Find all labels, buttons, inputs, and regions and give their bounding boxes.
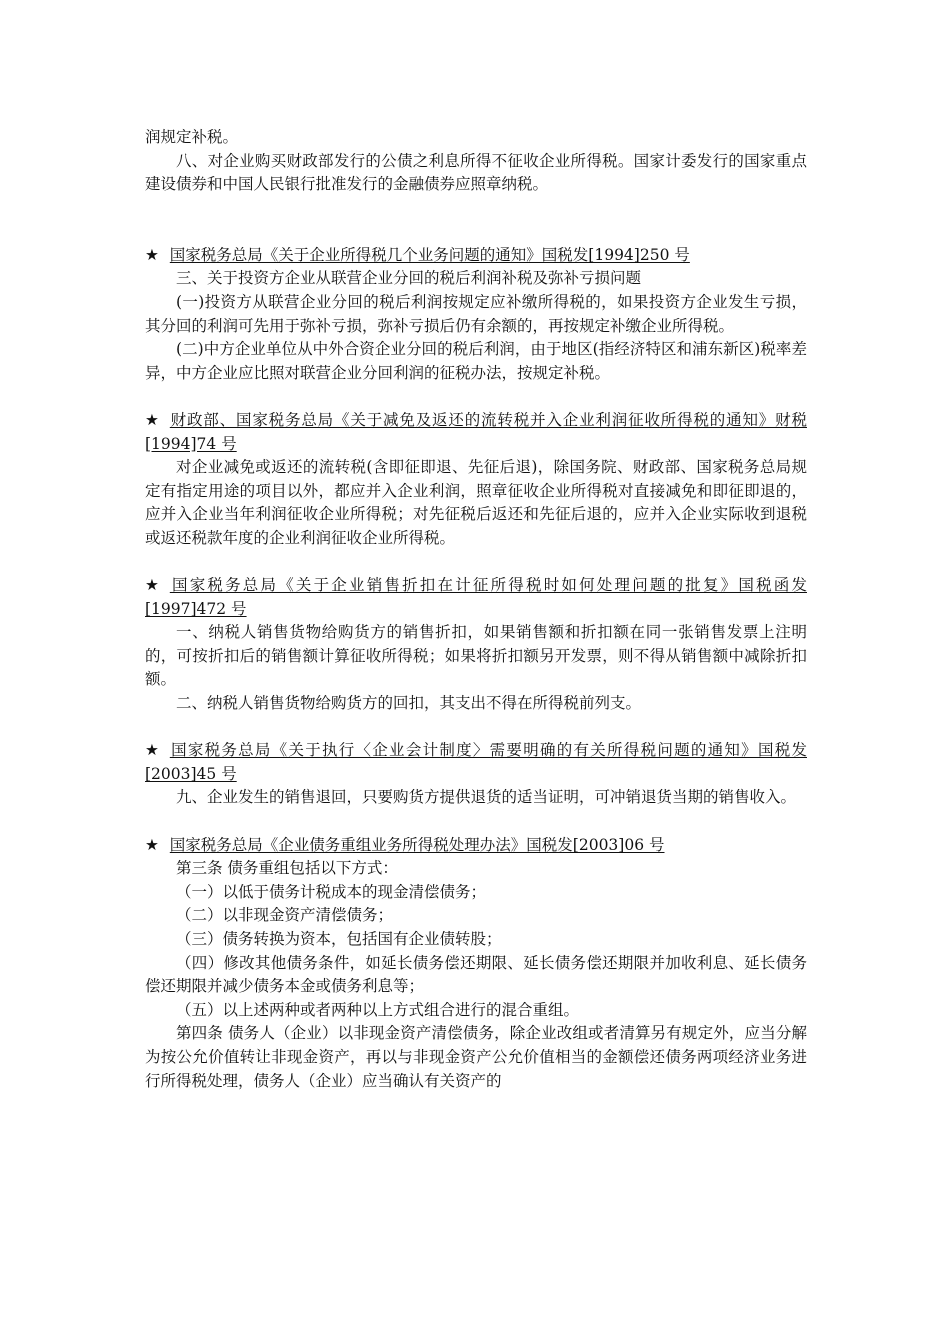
star-icon: ★ — [145, 410, 159, 429]
section-gap — [145, 716, 807, 740]
section-title-3: 国家税务总局《关于企业销售折扣在计征所得税时如何处理问题的批复》国税函发[1997]472 号 — [145, 576, 807, 618]
section-5-paragraph-7: 第四条 债务人（企业）以非现金资产清偿债务，除企业改组或者清算另有规定外，应当分解为按公允价值转让非现金资产，再以与非现金资产公允价值相当的金额偿还债务两项经济业务进行所得税处理，债务人（企业）应当确认有关资产的 — [145, 1024, 807, 1090]
star-icon: ★ — [145, 835, 159, 854]
section-5-paragraph-1: 第三条 债务重组包括以下方式： — [176, 859, 398, 878]
star-icon: ★ — [145, 245, 159, 264]
section-title-5: 国家税务总局《企业债务重组业务所得税处理办法》国税发[2003]06 号 — [169, 835, 665, 854]
section-heading-4 — [145, 739, 807, 786]
section-heading-2 — [145, 409, 807, 456]
section-heading-1 — [145, 244, 807, 268]
section-5-paragraph-3: （二）以非现金资产清偿债务； — [176, 906, 394, 925]
section-title-1: 国家税务总局《关于企业所得税几个业务问题的通知》国税发[1994]250 号 — [169, 245, 690, 264]
document-page — [145, 126, 807, 1093]
star-icon: ★ — [145, 741, 159, 760]
section-heading-3 — [145, 574, 807, 621]
section-3-paragraph-2: 二、纳税人销售货物给购货方的回扣，其支出不得在所得税前列支。 — [176, 694, 642, 713]
section-5-paragraph-4: （三）债务转换为资本，包括国有企业债转股； — [176, 930, 502, 948]
section-5-paragraph-6: （五）以上述两种或者两种以上方式组合进行的混合重组。 — [176, 1000, 580, 1019]
section-2-paragraph-1: 对企业减免或返还的流转税(含即征即退、先征后退)，除国务院、财政部、国家税务总局规定有指定用途的项目以外，都应并入企业利润，照章征收企业所得税对直接减免和即征即退的，应并入企业当年利润征收企业所得税；对先征税后返还和先征后退的，应并入企业实际收到退税或返还税款年度的企业利润征收企业所得税。 — [145, 458, 807, 547]
section-5-paragraph-2: （一）以低于债务计税成本的现金清偿债务； — [176, 882, 487, 901]
section-4-paragraph-1: 九、企业发生的销售退回，只要购货方提供退货的适当证明，可冲销退货当期的销售收入。 — [176, 788, 797, 807]
section-5-paragraph-5: （四）修改其他债务条件，如延长债务偿还期限、延长债务偿还期限并加收利息、延长债务偿还期限并减少债务本金或债务利息等； — [145, 953, 807, 996]
star-icon: ★ — [145, 576, 159, 595]
section-heading-5 — [145, 834, 807, 858]
section-gap — [145, 385, 807, 409]
section-gap — [145, 551, 807, 575]
section-title-2: 财政部、国家税务总局《关于减免及返还的流转税并入企业利润征收所得税的通知》财税[1994]74 号 — [145, 410, 807, 453]
intro-paragraph-1: 润规定补税。 — [145, 128, 239, 146]
section-1-paragraph-2: (一)投资方从联营企业分回的税后利润按规定应补缴所得税的，如果投资方企业发生亏损，其分回的利润可先用于弥补亏损，弥补亏损后仍有余额的，再按规定补缴企业所得税。 — [145, 292, 807, 335]
intro-paragraph-2: 八、对企业购买财政部发行的公债之利息所得不征收企业所得税。国家计委发行的国家重点建设债券和中国人民银行批准发行的金融债券应照章纳税。 — [145, 151, 807, 194]
section-3-paragraph-1: 一、纳税人销售货物给购货方的销售折扣，如果销售额和折扣额在同一张销售发票上注明的，可按折扣后的销售额计算征收所得税；如果将折扣额另开发票，则不得从销售额中减除折扣额。 — [145, 623, 807, 689]
section-1-paragraph-3: (二)中方企业单位从中外合资企业分回的税后利润，由于地区(指经济特区和浦东新区)税率差异，中方企业应比照对联营企业分回利润的征税办法，按规定补税。 — [145, 340, 807, 382]
section-title-4: 国家税务总局《关于执行〈企业会计制度〉需要明确的有关所得税问题的通知》国税发[2003]45 号 — [145, 741, 807, 783]
section-1-paragraph-1: 三、关于投资方企业从联营企业分回的税后利润补税及弥补亏损问题 — [176, 269, 642, 288]
section-gap — [145, 810, 807, 834]
section-gap — [145, 197, 807, 244]
